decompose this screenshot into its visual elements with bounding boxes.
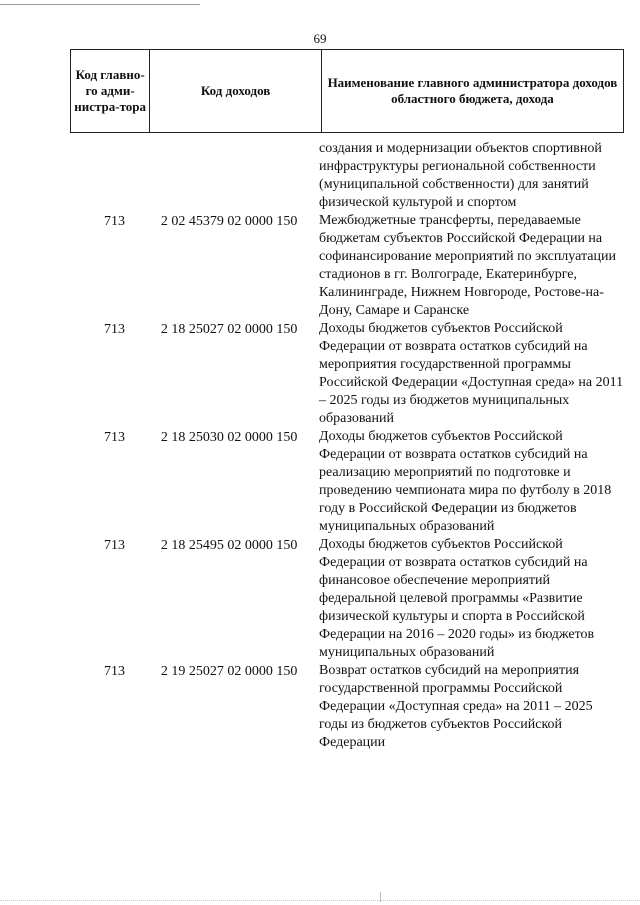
admin-code-cell: 713 [103,538,125,553]
name-cell: Доходы бюджетов субъектов Российской Федерации от возврата остатков субсидий на финансовое обеспечение мероприятий федеральной целевой программы «Развитие физической культуры и спорта в Российской Федерации на 2016 – 2020 годы» из бюджетов муниципальных образований [319,537,595,660]
table-row [70,536,624,662]
income-code-cell: 2 18 25027 02 0000 150 [160,322,298,337]
table-row [70,140,624,212]
table-row [70,428,624,536]
name-cell: создания и модернизации объектов спортивной инфраструктуры региональной собственности (муниципальной собственности) для занятий физической культурой и спортом [319,141,602,210]
table-header [70,49,624,133]
income-code-cell: 2 18 25030 02 0000 150 [160,430,298,445]
admin-code-cell: 713 [103,322,125,337]
income-code-cell: 2 19 25027 02 0000 150 [160,664,298,679]
page-number: 69 [313,31,327,46]
table-row [70,320,624,428]
header-name: Наименование главного администратора доходов областного бюджета, дохода [321,50,623,133]
name-cell: Доходы бюджетов субъектов Российской Федерации от возврата остатков субсидий на мероприятия государственной программы Российской Федерации «Доступная среда» на 2011 – 2025 годы из бюджетов муниципальных образований [319,321,624,426]
table-row [70,662,624,752]
header-admin-code: Код главно-го адми-нистра-тора [71,50,150,133]
name-cell: Возврат остатков субсидий на мероприятия государственной программы Российской Федерации «Доступная среда» на 2011 – 2025 годы из бюджетов субъектов Российской Федерации [319,663,593,750]
header-income-code: Код доходов [150,50,322,133]
income-code-cell: 2 18 25495 02 0000 150 [160,538,298,553]
table-row [70,212,624,320]
admin-code-cell: 713 [103,214,125,229]
income-code-cell [159,140,315,212]
bottom-divider [0,900,640,901]
admin-code-cell [70,140,159,212]
revenue-table [70,140,624,752]
admin-code-cell: 713 [103,430,125,445]
income-code-cell: 2 02 45379 02 0000 150 [160,214,298,229]
name-cell: Доходы бюджетов субъектов Российской Федерации от возврата остатков субсидий на реализацию мероприятий по подготовке и проведению чемпионата мира по футболу в 2018 году в Российской Федерации из бюджетов муниципальных образований [319,429,612,534]
admin-code-cell: 713 [103,664,125,679]
top-divider [0,4,200,5]
name-cell: Межбюджетные трансферты, передаваемые бюджетам субъектов Российской Федерации на софинансирование мероприятий по эксплуатации стадионов в гг. Волгограде, Екатеринбурге, Калининграде, Нижнем Новгороде, Ростове-на-Дону, Самаре и Саранске [319,213,616,318]
